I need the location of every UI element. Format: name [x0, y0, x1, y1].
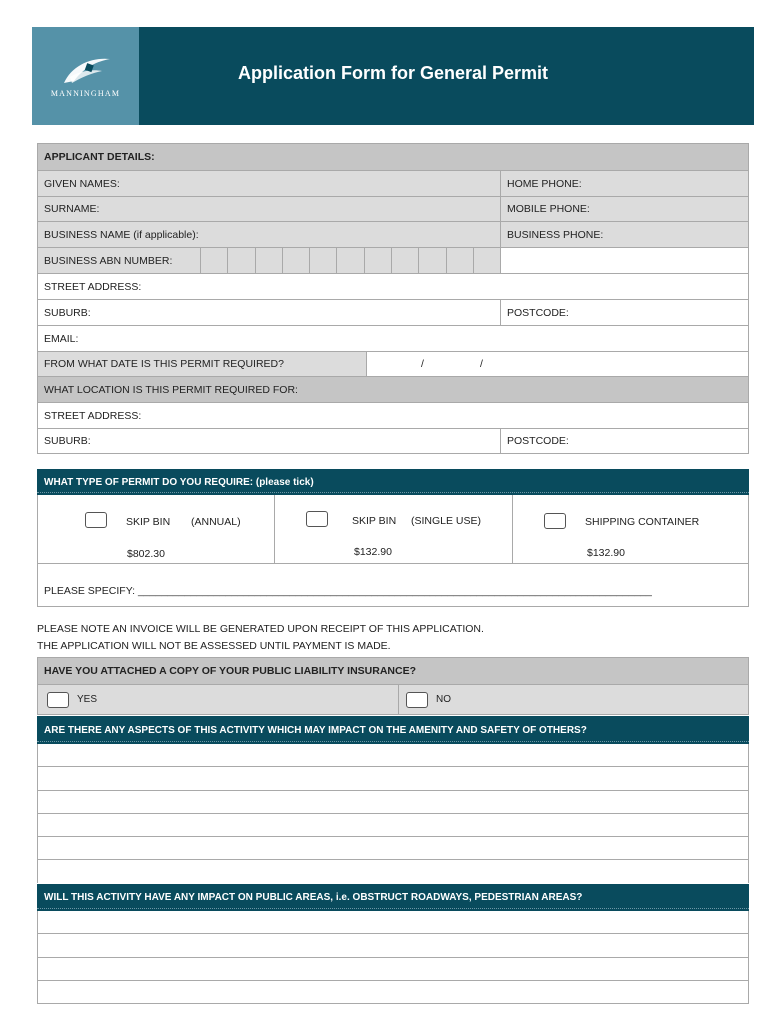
abn-digit-box[interactable]: [473, 248, 500, 273]
abn-digit-box[interactable]: [391, 248, 418, 273]
dotted-divider: [37, 741, 749, 742]
location-suburb-row: [38, 429, 748, 454]
amenity-question-header: [37, 716, 749, 744]
permit-option-shipping-container: [512, 495, 748, 563]
skip-bin-single-checkbox[interactable]: [306, 511, 328, 527]
applicant-details-table: [37, 143, 749, 454]
abn-label: BUSINESS ABN NUMBER:: [44, 254, 173, 267]
insurance-yes-label: YES: [77, 694, 98, 705]
permit-option-skip-bin-annual: [38, 495, 274, 563]
abn-digit-box[interactable]: [282, 248, 309, 273]
dotted-divider: [37, 908, 749, 909]
skip-bin-annual-qualifier: (ANNUAL): [191, 516, 241, 528]
date-separator: /: [421, 358, 424, 370]
answer-line[interactable]: [38, 837, 748, 860]
date-question-label: FROM WHAT DATE IS THIS PERMIT REQUIRED?: [44, 358, 284, 370]
abn-digit-box[interactable]: [200, 248, 227, 273]
applicant-section-header: [38, 143, 748, 171]
abn-digit-box[interactable]: [309, 248, 336, 273]
abn-digit-box[interactable]: [227, 248, 254, 273]
permit-type-header: [37, 469, 749, 495]
public-areas-question: WILL THIS ACTIVITY HAVE ANY IMPACT ON PUBLIC AREAS, i.e. OBSTRUCT ROADWAYS, PEDESTRIAN AREAS?: [44, 892, 583, 903]
insurance-answer-row: [38, 685, 748, 715]
public-areas-answer-lines[interactable]: [37, 911, 749, 1004]
abn-digit-box[interactable]: [364, 248, 391, 273]
logo: [32, 27, 139, 125]
insurance-no-checkbox[interactable]: [406, 692, 428, 708]
insurance-question-row: [38, 657, 748, 685]
amenity-question: ARE THERE ANY ASPECTS OF THIS ACTIVITY WHICH MAY IMPACT ON THE AMENITY AND SAFETY OF OTHERS?: [44, 724, 587, 736]
skip-bin-single-label: SKIP BIN: [352, 515, 397, 527]
abn-digit-box[interactable]: [336, 248, 363, 273]
shipping-container-checkbox[interactable]: [544, 513, 566, 529]
shipping-container-label: SHIPPING CONTAINER: [585, 516, 700, 528]
surname-field[interactable]: SURNAME:: [44, 203, 100, 215]
shipping-container-price: $132.90: [587, 547, 625, 559]
street-address-field[interactable]: STREET ADDRESS:: [44, 280, 142, 293]
insurance-table: [37, 657, 749, 715]
insurance-yes-checkbox[interactable]: [47, 692, 69, 708]
location-postcode-field[interactable]: POSTCODE:: [500, 429, 748, 453]
postcode-field[interactable]: POSTCODE:: [500, 300, 748, 325]
please-specify-field[interactable]: PLEASE SPECIFY: ________________________________________________________________________________________: [44, 585, 652, 597]
given-names-field[interactable]: GIVEN NAMES:: [44, 177, 120, 190]
location-header-row: [38, 377, 748, 403]
answer-line[interactable]: [38, 744, 748, 767]
manningham-leaf-icon: [62, 55, 112, 85]
public-areas-question-header: [37, 884, 749, 911]
given-names-row: [38, 171, 748, 197]
insurance-no-option[interactable]: [398, 685, 748, 714]
location-street-row: [38, 403, 748, 429]
answer-line[interactable]: [38, 934, 748, 957]
abn-digit-box[interactable]: [446, 248, 473, 273]
answer-line[interactable]: [38, 981, 748, 1004]
abn-digit-box[interactable]: [255, 248, 282, 273]
permit-option-skip-bin-single: [274, 495, 512, 563]
dotted-divider: [37, 492, 749, 493]
date-separator: /: [480, 358, 483, 370]
skip-bin-single-qualifier: (SINGLE USE): [411, 515, 482, 527]
abn-digit-box[interactable]: [418, 248, 445, 273]
insurance-no-label: NO: [436, 694, 451, 705]
date-row: [38, 352, 748, 377]
answer-line[interactable]: [38, 958, 748, 981]
answer-line[interactable]: [38, 860, 748, 883]
suburb-field[interactable]: SUBURB:: [44, 306, 91, 319]
insurance-question: HAVE YOU ATTACHED A COPY OF YOUR PUBLIC LIABILITY INSURANCE?: [44, 665, 416, 677]
permit-type-options: [37, 495, 749, 607]
abn-digit-boxes: [200, 248, 500, 273]
skip-bin-annual-label: SKIP BIN: [126, 516, 171, 528]
permit-options-row: [38, 495, 748, 564]
permit-type-title: WHAT TYPE OF PERMIT DO YOU REQUIRE: (please tick): [44, 476, 314, 488]
location-question-label: WHAT LOCATION IS THIS PERMIT REQUIRED FOR:: [44, 383, 298, 396]
skip-bin-single-price: $132.90: [354, 546, 392, 558]
skip-bin-annual-price: $802.30: [127, 548, 165, 560]
skip-bin-annual-checkbox[interactable]: [85, 512, 107, 528]
mobile-phone-field[interactable]: MOBILE PHONE:: [500, 197, 748, 221]
business-name-row: [38, 222, 748, 248]
abn-row: [38, 248, 748, 274]
home-phone-field[interactable]: HOME PHONE:: [500, 171, 748, 196]
page-header: [32, 27, 754, 125]
assessment-note: THE APPLICATION WILL NOT BE ASSESSED UNTIL PAYMENT IS MADE.: [37, 640, 391, 652]
email-field[interactable]: EMAIL:: [44, 332, 79, 345]
answer-line[interactable]: [38, 767, 748, 790]
email-row: [38, 326, 748, 352]
surname-row: [38, 197, 748, 222]
answer-line[interactable]: [38, 911, 748, 934]
street-address-row: [38, 274, 748, 300]
please-specify-row: [38, 564, 748, 606]
logo-text: MANNINGHAM: [50, 89, 121, 98]
date-field[interactable]: [366, 352, 748, 376]
amenity-answer-lines[interactable]: [37, 744, 749, 883]
invoice-note: PLEASE NOTE AN INVOICE WILL BE GENERATED UPON RECEIPT OF THIS APPLICATION.: [37, 623, 484, 635]
answer-line[interactable]: [38, 791, 748, 814]
abn-blank-cell: [500, 248, 748, 273]
applicant-section-title: APPLICANT DETAILS:: [44, 151, 155, 163]
suburb-row: [38, 300, 748, 326]
business-name-field[interactable]: BUSINESS NAME (if applicable):: [44, 228, 199, 241]
location-street-field[interactable]: STREET ADDRESS:: [44, 409, 142, 422]
answer-line[interactable]: [38, 814, 748, 837]
location-suburb-field[interactable]: SUBURB:: [44, 435, 91, 447]
business-phone-field[interactable]: BUSINESS PHONE:: [500, 222, 748, 247]
page-title: Application Form for General Permit: [237, 63, 549, 83]
insurance-yes-option[interactable]: [38, 685, 398, 714]
